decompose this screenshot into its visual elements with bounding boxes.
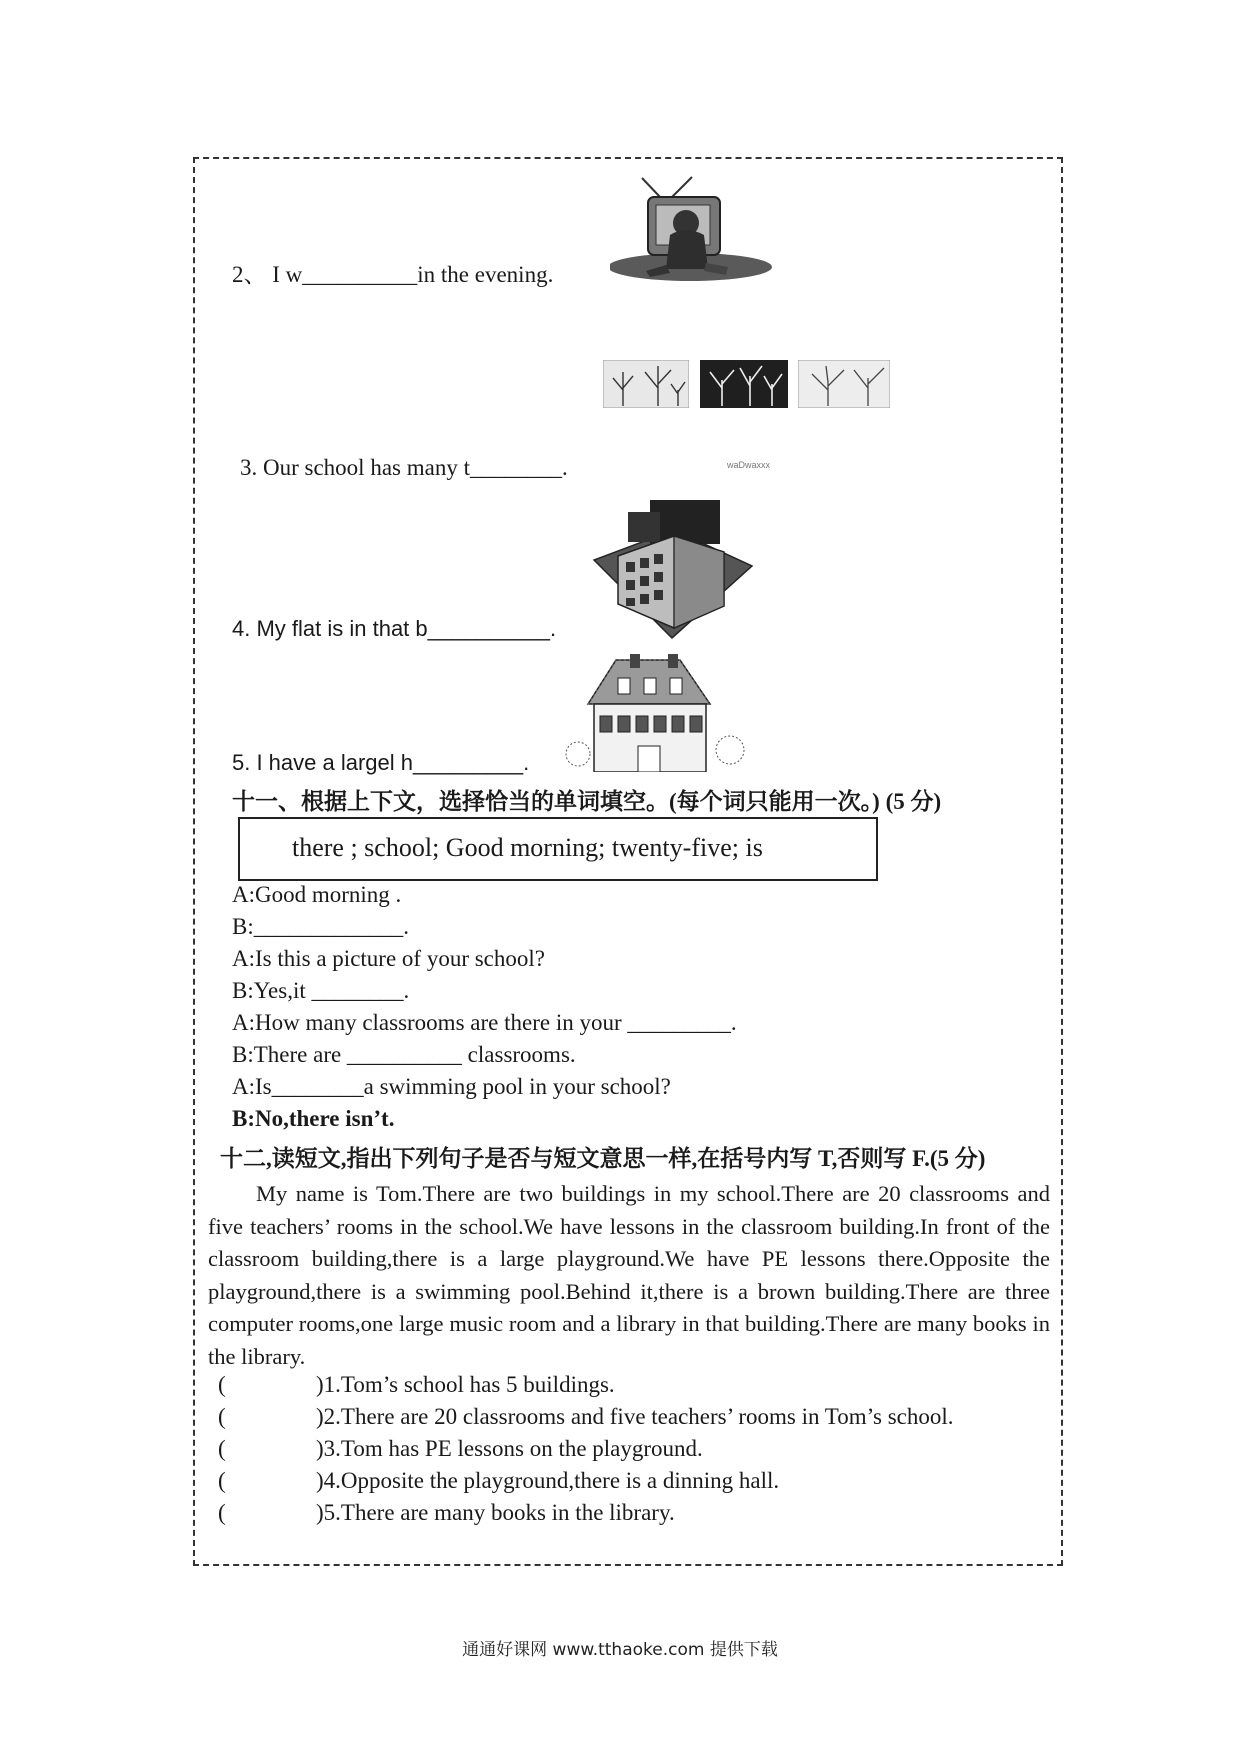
dialogue-line: A:Good morning . — [232, 882, 402, 907]
item-5-text: 5. I have a largel h_________. — [232, 750, 530, 775]
dialogue-line: A:Is________a swimming pool in your school? — [232, 1074, 671, 1099]
statement-bracket: ( — [218, 1404, 226, 1429]
statement-bracket: ( — [218, 1436, 226, 1461]
child-watching-tv-image — [610, 175, 780, 283]
item-2-text: 2、 I w__________in the evening. — [232, 262, 554, 287]
word-bank-box — [238, 817, 878, 881]
dialogue-line: B:No,there isn’t. — [232, 1106, 395, 1131]
statement-text: )2.There are 20 classrooms and five teachers’ rooms in Tom’s school. — [316, 1404, 954, 1429]
trees-image-1 — [603, 360, 689, 408]
section-11-heading: 十一、根据上下文，选择恰当的单词填空。(每个词只能用一次。) (5 分) — [232, 789, 942, 814]
house-image — [560, 654, 750, 772]
dialogue-line: A:Is this a picture of your school? — [232, 946, 545, 971]
statement-bracket: ( — [218, 1372, 226, 1397]
passage-text: My name is Tom.There are two buildings in my school.There are 20 classrooms and five teachers’ rooms in the school.We have lessons in the classroom building.In front of the classroom building,there is a large playground.We have PE lessons there.Opposite the playground,there is a swimming pool.Behind it,there is a brown building.There are three computer rooms,one large music room and a library in that building.There are many books in the library. — [208, 1181, 1050, 1369]
statement-text: )5.There are many books in the library. — [316, 1500, 675, 1525]
item-4-text: 4. My flat is in that b__________. — [232, 616, 557, 641]
word-bank-text: there ; school; Good morning; twenty-five; is — [292, 833, 763, 862]
dialogue-line: B:_____________. — [232, 914, 409, 939]
dialogue-line: B:There are __________ classrooms. — [232, 1042, 576, 1067]
statement-text: )1.Tom’s school has 5 buildings. — [316, 1372, 615, 1397]
reading-passage — [208, 1178, 1050, 1374]
dialogue-line: A:How many classrooms are there in your _________. — [232, 1010, 737, 1035]
trees-image-3 — [798, 360, 890, 408]
statement-text: )3.Tom has PE lessons on the playground. — [316, 1436, 703, 1461]
section-12-heading: 十二,读短文,指出下列句子是否与短文意思一样,在括号内写 T,否则写 F.(5 分) — [220, 1146, 986, 1171]
item-3-text: 3. Our school has many t________. — [240, 455, 568, 480]
statement-bracket: ( — [218, 1468, 226, 1493]
trees-watermark-text: waDwaxxx — [727, 460, 771, 470]
footer-text: 通通好课网 www.tthaoke.com 提供下载 — [462, 1640, 778, 1660]
dialogue-line: B:Yes,it ________. — [232, 978, 410, 1003]
statement-text: )4.Opposite the playground,there is a dinning hall. — [316, 1468, 780, 1493]
apartment-building-image — [588, 500, 756, 640]
trees-image-2 — [700, 360, 788, 408]
statement-bracket: ( — [218, 1500, 226, 1525]
